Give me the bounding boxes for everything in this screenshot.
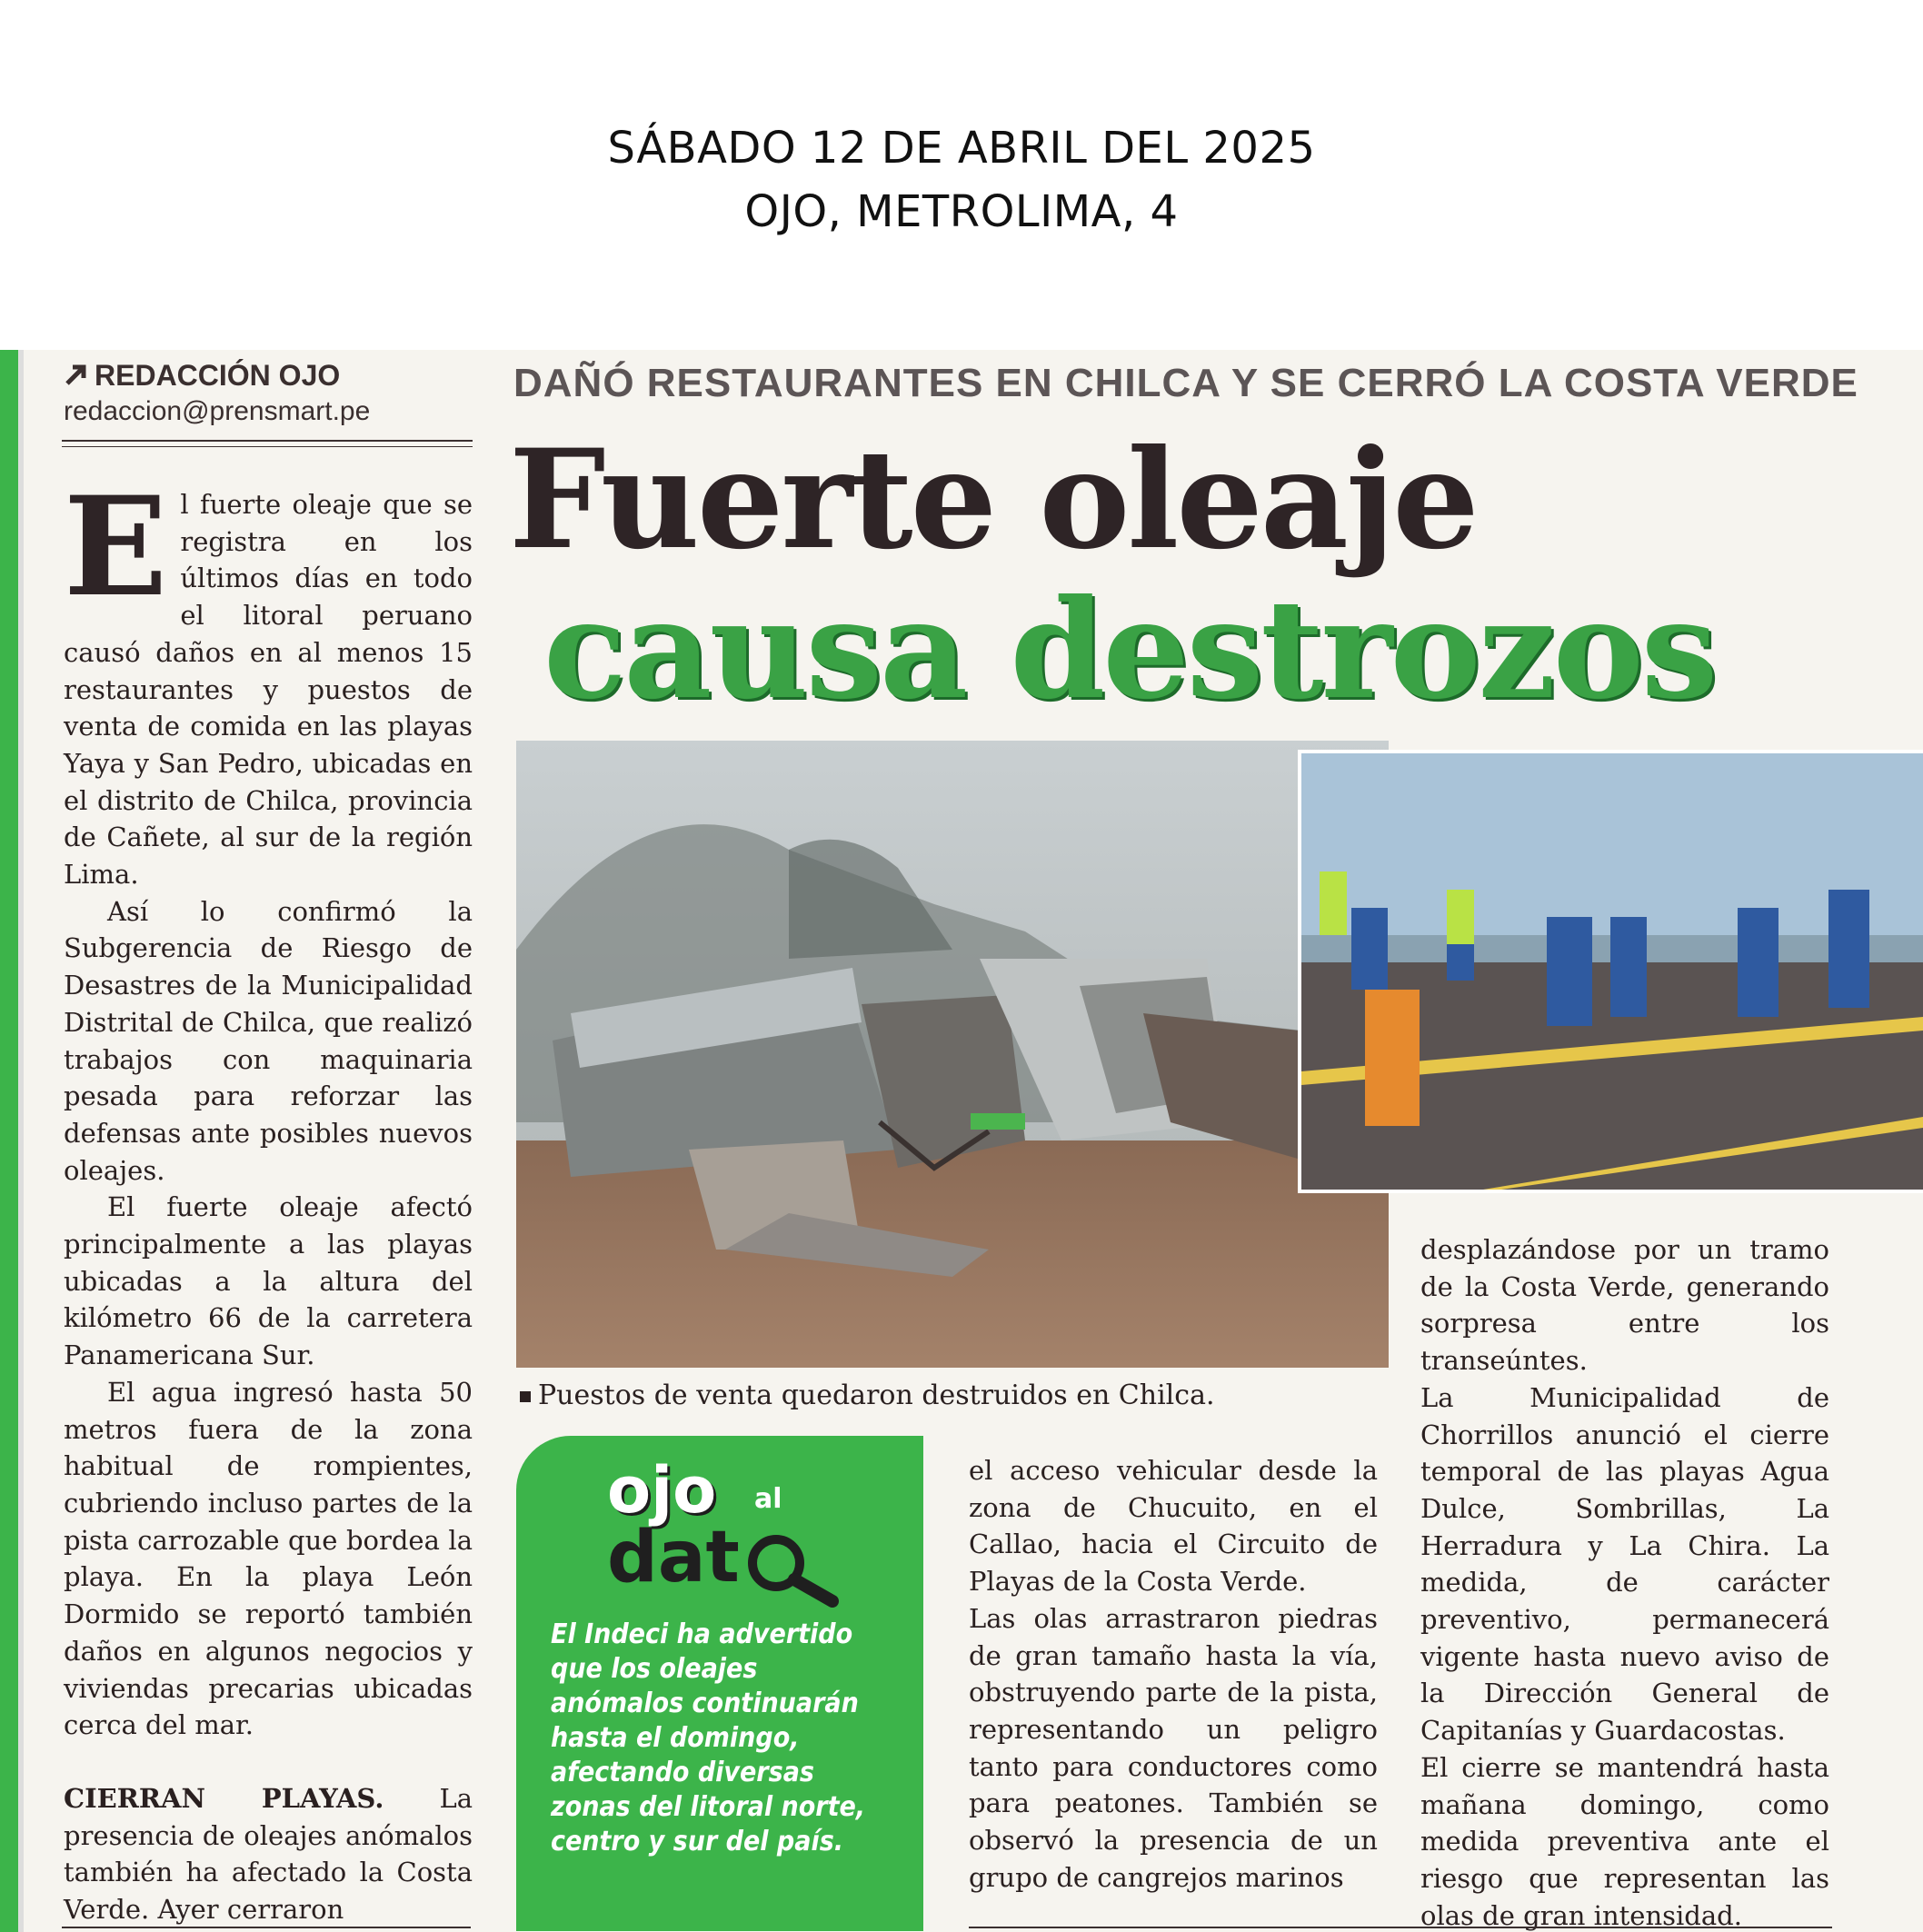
dato-text: El Indeci ha advertido que los oleajes anómalos continuarán hasta el domingo, afectando diversas zonas del litoral norte, centro y sur del país.: [551, 1618, 866, 1857]
column-3: [1420, 1231, 1829, 1932]
paragraph-4: El agua ingresó hasta 50 metros fuera de la zona habitual de rompientes, cubriendo incluso partes de la pista carrozable que bordea la playa. En la playa León Dormido se reportó también daños en algunos negocios y viviendas precarias ubicadas cerca del mar.: [64, 1376, 473, 1741]
bottom-rule-1: [62, 1927, 471, 1928]
col2-paragraph-1: el acceso vehicular desde la zona de Chucuito, en el Callao, hacia el Circuito de Playas de la Costa Verde.: [969, 1455, 1378, 1598]
subhead: CIERRAN PLAYAS.: [64, 1782, 384, 1814]
green-margin-strip: [0, 350, 18, 1932]
drop-cap: E: [64, 467, 168, 627]
paragraph-5: La presencia de oleajes anómalos también ha afectado la Costa Verde. Ayer cerraron: [64, 1782, 473, 1926]
photo-caption: [520, 1379, 1215, 1411]
logo-dato: dat: [607, 1517, 740, 1598]
publication-date: SÁBADO 12 DE ABRIL DEL 2025: [607, 123, 1316, 174]
photo-destroyed-stalls: [516, 741, 1389, 1368]
logo-ojo: ojo: [607, 1453, 717, 1528]
byline-block: [64, 359, 370, 427]
ojo-al-dato-box: [516, 1436, 923, 1931]
caption-text: Puestos de venta quedaron destruidos en Chilca.: [538, 1379, 1215, 1411]
bottom-rule-2: [969, 1927, 1832, 1928]
byline-divider-thin: [62, 446, 473, 447]
newspaper-clipping: [0, 350, 1923, 1932]
caption-bullet-icon: [520, 1391, 531, 1402]
page-edge: [18, 350, 24, 1932]
col3-paragraph-3: El cierre se mantendrá hasta mañana domingo, como medida preventiva ante el riesgo que representan las olas de gran intensidad.: [1420, 1751, 1829, 1931]
photo-workers-costa-verde: [1298, 750, 1923, 1193]
col3-paragraph-1: desplazándose por un tramo de la Costa Verde, generando sorpresa entre los transeúntes.: [1420, 1234, 1829, 1377]
arrow-icon: [64, 362, 89, 391]
col2-paragraph-2: Las olas arrastraron piedras de gran tamaño hasta la vía, obstruyendo parte de la pista, representando un peligro tanto para conductores como para peatones. También se observó la presencia de un grupo de cangrejos marinos: [969, 1602, 1378, 1893]
headline-line-1: Fuerte oleaje: [509, 420, 1477, 580]
paragraph-2: Así lo confirmó la Subgerencia de Riesgo de Desastres de la Municipalidad Distrital de Chilca, que realizó trabajos con maquinaria pesada para reforzar las defensas ante posibles nuevos oleajes.: [64, 895, 473, 1186]
kicker: DAÑÓ RESTAURANTES EN CHILCA Y SE CERRÓ LA COSTA VERDE: [513, 361, 1858, 405]
publication-source: OJO, METROLIMA, 4: [744, 186, 1179, 237]
byline: REDACCIÓN OJO: [95, 359, 341, 392]
magnifier-icon: [743, 1527, 843, 1612]
column-1: [64, 467, 473, 1928]
byline-divider: [62, 440, 473, 442]
paragraph-1: l fuerte oleaje que se registra en los últimos días en todo el litoral peruano causó daños en al menos 15 restaurantes y puestos de venta de comida en las playas Yaya y San Pedro, ubicadas en el distrito de Chilca, provincia de Cañete, al sur de la región Lima.: [64, 489, 473, 891]
column-2: [969, 1452, 1378, 1896]
col3-paragraph-2: La Municipalidad de Chorrillos anunció el cierre temporal de las playas Agua Dulce, Sombrillas, La Herradura y La Chira. La medida, de carácter preventivo, permanecerá vigente hasta nuevo aviso de la Dirección General de Capitanías y Guardacostas.: [1420, 1381, 1829, 1747]
paragraph-3: El fuerte oleaje afectó principalmente a las playas ubicadas a la altura del kilómetro 66 de la carretera Panamericana Sur.: [64, 1191, 473, 1371]
logo-al: al: [754, 1483, 782, 1515]
headline-line-2: causa destrozos: [543, 570, 1716, 730]
byline-email: redaccion@prensmart.pe: [64, 396, 371, 426]
